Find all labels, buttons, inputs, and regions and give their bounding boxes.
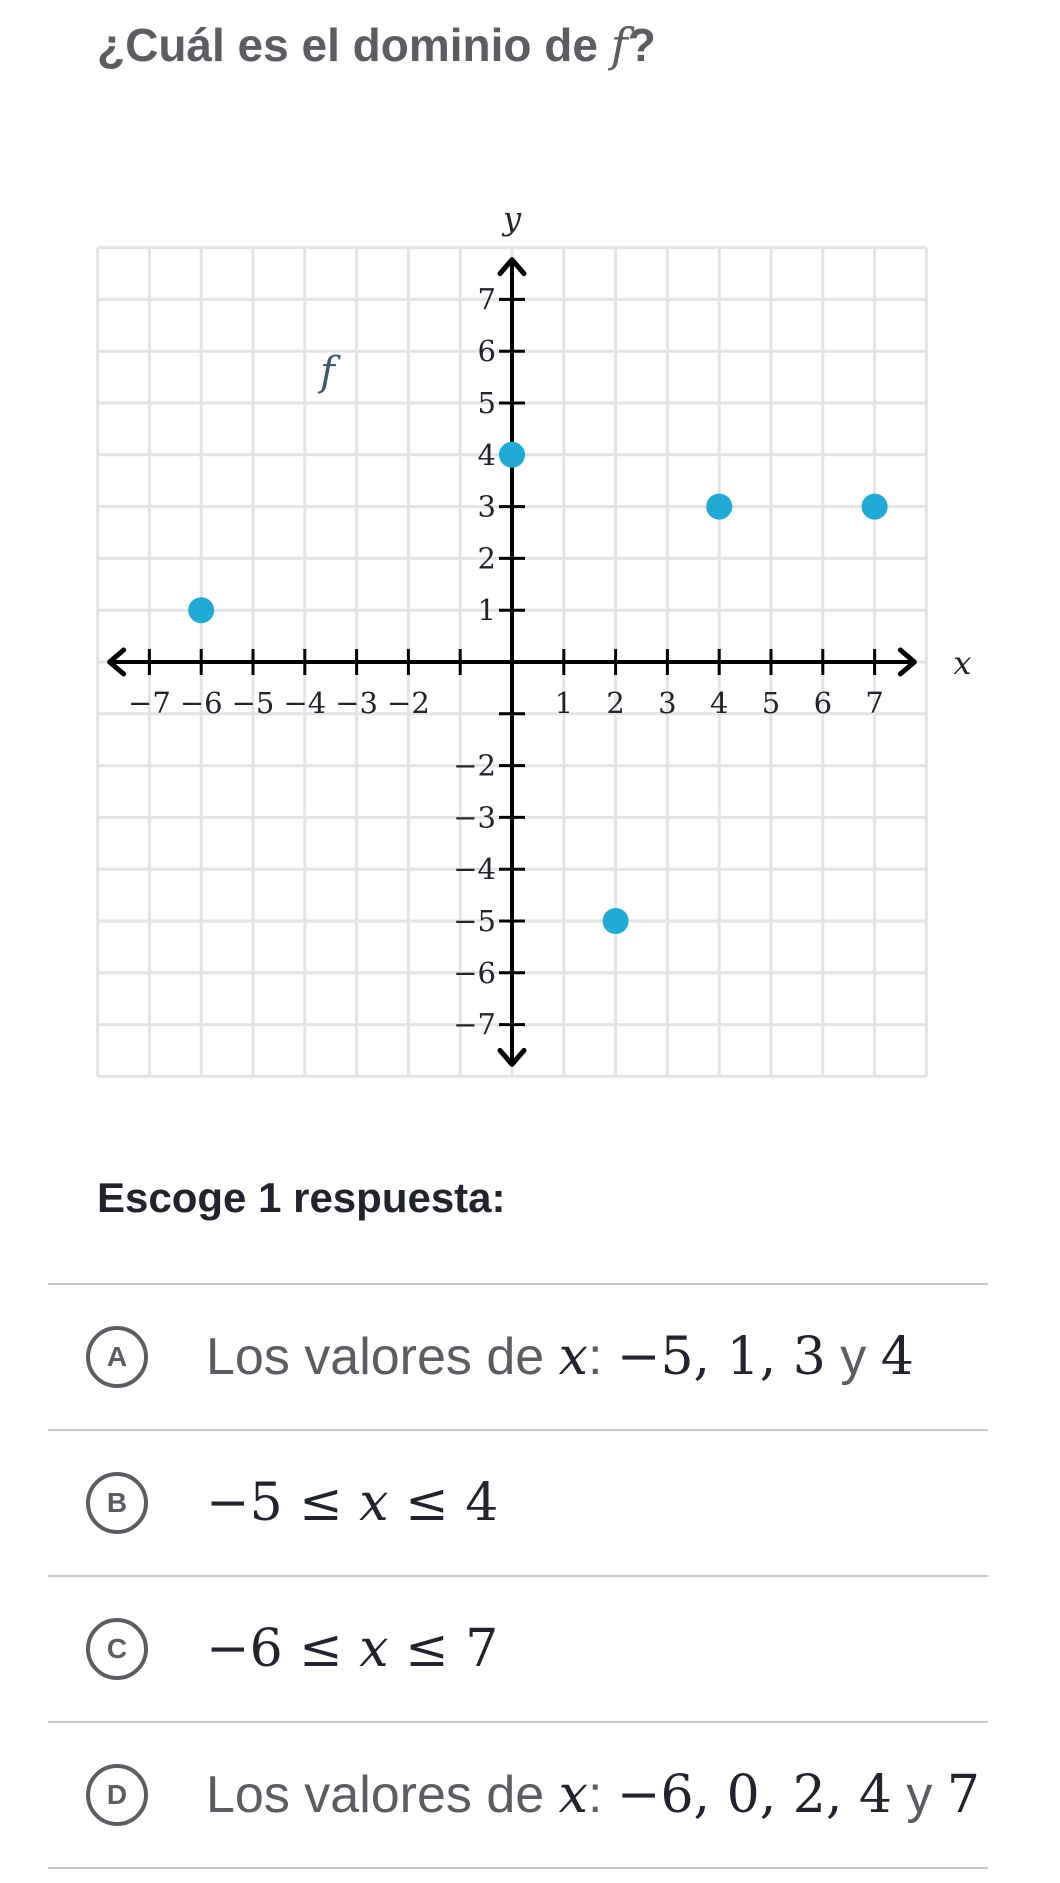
y-tick-label: 1 (477, 593, 496, 628)
choice-c-text (206, 1619, 498, 1679)
choice-d[interactable] (48, 1721, 988, 1869)
x-tick-label: −5 (231, 686, 275, 720)
choice-a-text (206, 1327, 914, 1387)
x-tick-label: 3 (658, 686, 677, 720)
choice-c-right: ≤ 7 (388, 1619, 499, 1679)
choice-d-pre: Los valores de (206, 1766, 559, 1824)
x-tick-label: 6 (813, 686, 833, 720)
question-text: ¿Cuál es el dominio de (97, 19, 611, 71)
question-function-var: f (610, 18, 628, 72)
choice-a-var: x (558, 1327, 588, 1387)
x-tick-label: 5 (761, 686, 781, 720)
y-tick-label: −7 (453, 1007, 496, 1042)
data-point (706, 494, 732, 520)
answer-choices (48, 1283, 988, 1869)
x-tick-label: 7 (865, 686, 884, 720)
function-label: f (320, 348, 335, 395)
choice-d-colon: : (587, 1766, 617, 1824)
choice-b[interactable] (48, 1429, 988, 1575)
choice-b-text (206, 1473, 498, 1533)
choice-b-left: −5 ≤ (206, 1473, 360, 1533)
y-tick-label: 3 (477, 489, 496, 524)
data-point (862, 494, 888, 520)
choice-a-and: y (825, 1328, 881, 1386)
question-title (97, 18, 656, 72)
choice-b-right: ≤ 4 (388, 1473, 499, 1533)
x-tick-label: 4 (709, 686, 729, 720)
y-tick-label: −6 (453, 955, 496, 990)
y-tick-label: 5 (477, 386, 496, 420)
y-tick-label: 2 (477, 541, 496, 576)
function-graph (0, 200, 1060, 1100)
choice-b-badge: B (86, 1472, 148, 1534)
data-point (603, 908, 629, 934)
choice-d-var: x (558, 1765, 588, 1825)
choice-c-badge: C (86, 1618, 148, 1680)
y-tick-label: −5 (453, 904, 496, 938)
x-tick-label: −2 (387, 686, 430, 720)
choice-c-var: x (359, 1619, 389, 1679)
answer-prompt: Escoge 1 respuesta: (97, 1174, 506, 1221)
choice-a-pre: Los valores de (206, 1328, 559, 1386)
x-tick-label: 2 (606, 686, 625, 720)
question-end: ? (627, 19, 656, 71)
y-tick-label: 7 (477, 282, 496, 317)
choice-c[interactable] (48, 1575, 988, 1721)
data-point (499, 442, 525, 468)
choice-a-nums: −5, 1, 3 (616, 1327, 826, 1387)
x-tick-label: −6 (179, 686, 223, 720)
x-axis-label: x (953, 644, 972, 682)
choice-d-last: 7 (946, 1765, 980, 1825)
choice-d-badge: D (86, 1764, 148, 1826)
y-tick-label: 4 (477, 437, 496, 472)
y-tick-label: −3 (453, 800, 496, 835)
x-tick-label: −7 (128, 686, 171, 720)
choice-c-left: −6 ≤ (206, 1619, 360, 1679)
y-axis-label: y (502, 200, 522, 238)
choice-d-text (206, 1765, 980, 1825)
choice-d-and: y (891, 1766, 947, 1824)
x-tick-label: −4 (283, 686, 327, 720)
y-tick-label: −4 (453, 852, 496, 887)
choice-a-last: 4 (880, 1327, 914, 1387)
y-tick-label: 6 (477, 334, 496, 369)
data-point (188, 597, 214, 623)
choice-d-nums: −6, 0, 2, 4 (616, 1765, 892, 1825)
x-tick-label: −3 (335, 686, 378, 720)
choice-b-var: x (359, 1473, 389, 1533)
x-tick-label: 1 (554, 686, 574, 720)
choice-a[interactable] (48, 1283, 988, 1429)
choice-a-colon: : (587, 1328, 617, 1386)
choice-a-badge: A (86, 1326, 148, 1388)
y-tick-label: −2 (453, 748, 496, 783)
